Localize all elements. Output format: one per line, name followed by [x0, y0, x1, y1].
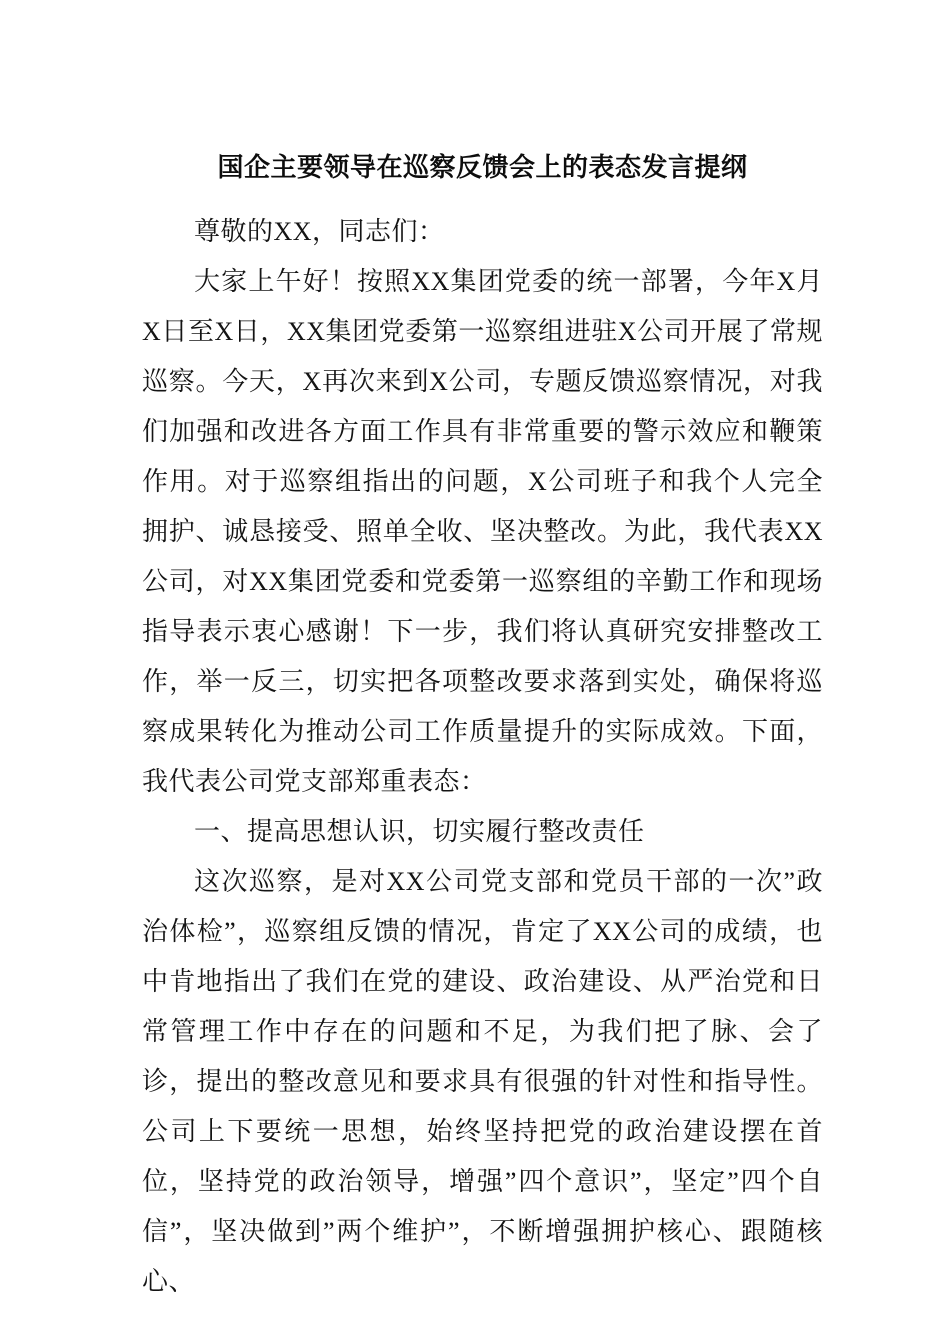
document-title: 国企主要领导在巡察反馈会上的表态发言提纲 — [217, 153, 748, 182]
section-heading-one: 一、提高思想认识，切实履行整改责任 — [194, 817, 645, 846]
opening-paragraph: 大家上午好！按照XX集团党委的统一部署，今年X月X日至X日，XX集团党委第一巡察组进驻X公司开展了常规巡察。今天，X再次来到X公司，专题反馈巡察情况，对我们加强和改进各方面工作具有非常重要的警示效应和鞭策作用。对于巡察组指出的问题，X公司班子和我个人完全拥护、诚恳接受、照单全收、坚决整改。为此，我代表XX公司，对XX集团党委和党委第一巡察组的辛勤工作和现场指导表示衷心感谢！下一步，我们将认真研究安排整改工作，举一反三，切实把各项整改要求落到实处，确保将巡察成果转化为推动公司工作质量提升的实际成效。下面，我代表公司党支部郑重表态： — [142, 267, 823, 796]
section-one-paragraph: 这次巡察，是对XX公司党支部和党员干部的一次”政治体检”，巡察组反馈的情况，肯定了XX公司的成绩，也中肯地指出了我们在党的建设、政治建设、从严治党和日常管理工作中存在的问题和不足，为我们把了脉、会了诊，提出的整改意见和要求具有很强的针对性和指导性。公司上下要统一思想，始终坚持把党的政治建设摆在首位，坚持党的政治领导，增强”四个意识”，坚定”四个自信”，坚决做到”两个维护”，不断增强拥护核心、跟随核心、 — [142, 867, 823, 1296]
salutation-paragraph: 尊敬的XX，同志们： — [194, 217, 445, 246]
document-body — [142, 207, 823, 1307]
